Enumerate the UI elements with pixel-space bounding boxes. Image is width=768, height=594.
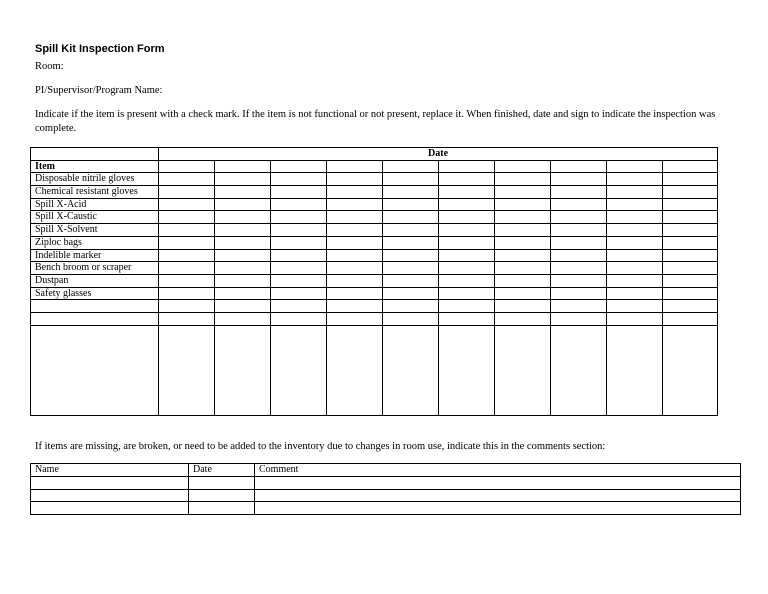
check-cell[interactable] <box>215 211 271 224</box>
item-cell: Indelible marker <box>31 249 159 262</box>
check-cell[interactable] <box>551 224 607 237</box>
item-cell: Spill X-Acid <box>31 198 159 211</box>
check-cell[interactable] <box>551 186 607 199</box>
check-cell[interactable] <box>663 236 718 249</box>
comments-header-cell: Comment <box>255 464 741 477</box>
comments-header-row <box>31 464 741 477</box>
check-cell[interactable] <box>383 236 439 249</box>
check-cell[interactable] <box>159 325 215 415</box>
check-cell[interactable] <box>663 262 718 275</box>
check-cell[interactable] <box>383 312 439 325</box>
comment-entry-cell[interactable] <box>189 502 255 515</box>
check-cell[interactable] <box>607 198 663 211</box>
table-row <box>31 173 718 186</box>
check-cell[interactable] <box>439 160 495 173</box>
comment-entry-cell[interactable] <box>189 476 255 489</box>
check-cell[interactable] <box>439 274 495 287</box>
comment-entry-cell[interactable] <box>31 502 189 515</box>
check-cell[interactable] <box>607 312 663 325</box>
check-cell[interactable] <box>327 211 383 224</box>
check-cell[interactable] <box>495 186 551 199</box>
missing-items-note: If items are missing, are broken, or need to be added to the inventory due to changes in room use, indicate this in the comments section: <box>35 441 606 452</box>
check-cell[interactable] <box>663 211 718 224</box>
check-cell[interactable] <box>159 262 215 275</box>
check-cell[interactable] <box>607 211 663 224</box>
header-blank-cell <box>31 148 159 161</box>
check-cell[interactable] <box>215 325 271 415</box>
check-cell[interactable] <box>271 287 327 300</box>
comment-entry-cell[interactable] <box>31 489 189 502</box>
check-cell[interactable] <box>327 312 383 325</box>
check-cell[interactable] <box>271 160 327 173</box>
comment-entry-cell[interactable] <box>255 489 741 502</box>
check-cell[interactable] <box>215 312 271 325</box>
check-cell[interactable] <box>215 198 271 211</box>
check-cell[interactable] <box>271 224 327 237</box>
table-row <box>31 186 718 199</box>
check-cell[interactable] <box>495 249 551 262</box>
comment-entry-cell[interactable] <box>255 502 741 515</box>
check-cell[interactable] <box>271 236 327 249</box>
check-cell[interactable] <box>607 224 663 237</box>
check-cell[interactable] <box>439 211 495 224</box>
comment-entry-cell[interactable] <box>255 476 741 489</box>
check-cell[interactable] <box>383 224 439 237</box>
check-cell[interactable] <box>495 224 551 237</box>
check-cell[interactable] <box>383 186 439 199</box>
check-cell[interactable] <box>383 262 439 275</box>
check-cell[interactable] <box>607 173 663 186</box>
check-cell[interactable] <box>663 160 718 173</box>
check-cell[interactable] <box>215 287 271 300</box>
check-cell[interactable] <box>551 236 607 249</box>
item-cell: Dustpan <box>31 274 159 287</box>
check-cell[interactable] <box>607 186 663 199</box>
check-cell[interactable] <box>607 325 663 415</box>
item-cell: Safety glasses <box>31 287 159 300</box>
check-cell[interactable] <box>607 160 663 173</box>
check-cell[interactable] <box>495 262 551 275</box>
check-cell[interactable] <box>439 224 495 237</box>
room-label: Room: <box>35 61 64 72</box>
check-cell[interactable] <box>271 249 327 262</box>
check-cell[interactable] <box>159 287 215 300</box>
check-cell[interactable] <box>551 249 607 262</box>
check-cell[interactable] <box>383 173 439 186</box>
check-cell[interactable] <box>551 325 607 415</box>
check-cell[interactable] <box>159 274 215 287</box>
table-row <box>31 325 718 415</box>
check-cell[interactable] <box>495 211 551 224</box>
check-cell[interactable] <box>663 249 718 262</box>
check-cell[interactable] <box>439 300 495 313</box>
check-cell[interactable] <box>327 173 383 186</box>
check-cell[interactable] <box>327 198 383 211</box>
check-cell[interactable] <box>663 300 718 313</box>
check-cell[interactable] <box>663 198 718 211</box>
check-cell[interactable] <box>383 249 439 262</box>
check-cell[interactable] <box>383 325 439 415</box>
check-cell[interactable] <box>551 211 607 224</box>
check-cell[interactable] <box>327 249 383 262</box>
check-cell[interactable] <box>215 249 271 262</box>
item-header-row <box>31 160 718 173</box>
date-header: Date <box>159 148 718 161</box>
table-row <box>31 312 718 325</box>
item-cell <box>31 325 159 415</box>
inspection-table <box>30 147 718 416</box>
check-cell[interactable] <box>495 236 551 249</box>
check-cell[interactable] <box>439 312 495 325</box>
check-cell[interactable] <box>383 300 439 313</box>
item-cell: Disposable nitrile gloves <box>31 173 159 186</box>
check-cell[interactable] <box>607 249 663 262</box>
check-cell[interactable] <box>607 274 663 287</box>
check-cell[interactable] <box>159 173 215 186</box>
item-cell: Item <box>31 160 159 173</box>
table-row <box>31 236 718 249</box>
table-row <box>31 502 741 515</box>
check-cell[interactable] <box>495 300 551 313</box>
check-cell[interactable] <box>663 287 718 300</box>
table-row <box>31 476 741 489</box>
check-cell[interactable] <box>495 325 551 415</box>
check-cell[interactable] <box>383 198 439 211</box>
check-cell[interactable] <box>439 198 495 211</box>
check-cell[interactable] <box>159 224 215 237</box>
check-cell[interactable] <box>439 262 495 275</box>
table-row <box>31 224 718 237</box>
check-cell[interactable] <box>439 186 495 199</box>
check-cell[interactable] <box>663 312 718 325</box>
item-cell: Spill X-Solvent <box>31 224 159 237</box>
check-cell[interactable] <box>495 287 551 300</box>
check-cell[interactable] <box>215 224 271 237</box>
form-title: Spill Kit Inspection Form <box>35 43 165 55</box>
check-cell[interactable] <box>271 300 327 313</box>
check-cell[interactable] <box>271 198 327 211</box>
check-cell[interactable] <box>439 249 495 262</box>
check-cell[interactable] <box>439 236 495 249</box>
check-cell[interactable] <box>271 325 327 415</box>
check-cell[interactable] <box>159 198 215 211</box>
check-cell[interactable] <box>551 287 607 300</box>
check-cell[interactable] <box>327 300 383 313</box>
check-cell[interactable] <box>215 274 271 287</box>
check-cell[interactable] <box>215 186 271 199</box>
comments-header-cell: Name <box>31 464 189 477</box>
check-cell[interactable] <box>495 173 551 186</box>
check-cell[interactable] <box>495 198 551 211</box>
check-cell[interactable] <box>551 160 607 173</box>
check-cell[interactable] <box>215 300 271 313</box>
check-cell[interactable] <box>159 300 215 313</box>
check-cell[interactable] <box>327 287 383 300</box>
check-cell[interactable] <box>215 160 271 173</box>
check-cell[interactable] <box>215 236 271 249</box>
check-cell[interactable] <box>327 262 383 275</box>
check-cell[interactable] <box>551 198 607 211</box>
check-cell[interactable] <box>663 173 718 186</box>
item-cell: Bench broom or scraper <box>31 262 159 275</box>
check-cell[interactable] <box>159 186 215 199</box>
check-cell[interactable] <box>607 262 663 275</box>
check-cell[interactable] <box>327 186 383 199</box>
item-cell: Chemical resistant gloves <box>31 186 159 199</box>
check-cell[interactable] <box>663 186 718 199</box>
check-cell[interactable] <box>551 173 607 186</box>
check-cell[interactable] <box>159 211 215 224</box>
check-cell[interactable] <box>551 312 607 325</box>
instructions-text: Indicate if the item is present with a check mark. If the item is not functional or not present, replace it. When finished, date and sign to indicate the inspection was complete. <box>35 109 716 134</box>
table-row <box>31 274 718 287</box>
check-cell[interactable] <box>663 224 718 237</box>
table-row <box>31 489 741 502</box>
check-cell[interactable] <box>271 274 327 287</box>
comments-header-cell: Date <box>189 464 255 477</box>
check-cell[interactable] <box>271 312 327 325</box>
check-cell[interactable] <box>439 287 495 300</box>
check-cell[interactable] <box>327 274 383 287</box>
check-cell[interactable] <box>383 211 439 224</box>
check-cell[interactable] <box>159 160 215 173</box>
check-cell[interactable] <box>327 160 383 173</box>
check-cell[interactable] <box>551 274 607 287</box>
check-cell[interactable] <box>607 300 663 313</box>
check-cell[interactable] <box>215 262 271 275</box>
table-row <box>31 262 718 275</box>
check-cell[interactable] <box>271 186 327 199</box>
check-cell[interactable] <box>551 262 607 275</box>
check-cell[interactable] <box>663 325 718 415</box>
comment-entry-cell[interactable] <box>31 476 189 489</box>
check-cell[interactable] <box>215 173 271 186</box>
check-cell[interactable] <box>159 249 215 262</box>
check-cell[interactable] <box>271 262 327 275</box>
table-row <box>31 287 718 300</box>
check-cell[interactable] <box>159 312 215 325</box>
date-header-row <box>31 148 718 161</box>
check-cell[interactable] <box>607 287 663 300</box>
comments-table <box>30 463 741 515</box>
item-cell: Spill X-Caustic <box>31 211 159 224</box>
check-cell[interactable] <box>663 274 718 287</box>
table-row <box>31 211 718 224</box>
check-cell[interactable] <box>159 236 215 249</box>
comment-entry-cell[interactable] <box>189 489 255 502</box>
check-cell[interactable] <box>327 224 383 237</box>
check-cell[interactable] <box>439 325 495 415</box>
check-cell[interactable] <box>383 274 439 287</box>
table-row <box>31 300 718 313</box>
check-cell[interactable] <box>383 160 439 173</box>
check-cell[interactable] <box>383 287 439 300</box>
check-cell[interactable] <box>495 160 551 173</box>
check-cell[interactable] <box>271 211 327 224</box>
check-cell[interactable] <box>439 173 495 186</box>
check-cell[interactable] <box>551 300 607 313</box>
pi-label: PI/Supervisor/Program Name: <box>35 85 163 96</box>
check-cell[interactable] <box>495 312 551 325</box>
item-cell <box>31 300 159 313</box>
item-cell <box>31 312 159 325</box>
check-cell[interactable] <box>327 325 383 415</box>
item-cell: Ziploc bags <box>31 236 159 249</box>
table-row <box>31 249 718 262</box>
check-cell[interactable] <box>495 274 551 287</box>
table-row <box>31 198 718 211</box>
check-cell[interactable] <box>327 236 383 249</box>
check-cell[interactable] <box>271 173 327 186</box>
check-cell[interactable] <box>607 236 663 249</box>
